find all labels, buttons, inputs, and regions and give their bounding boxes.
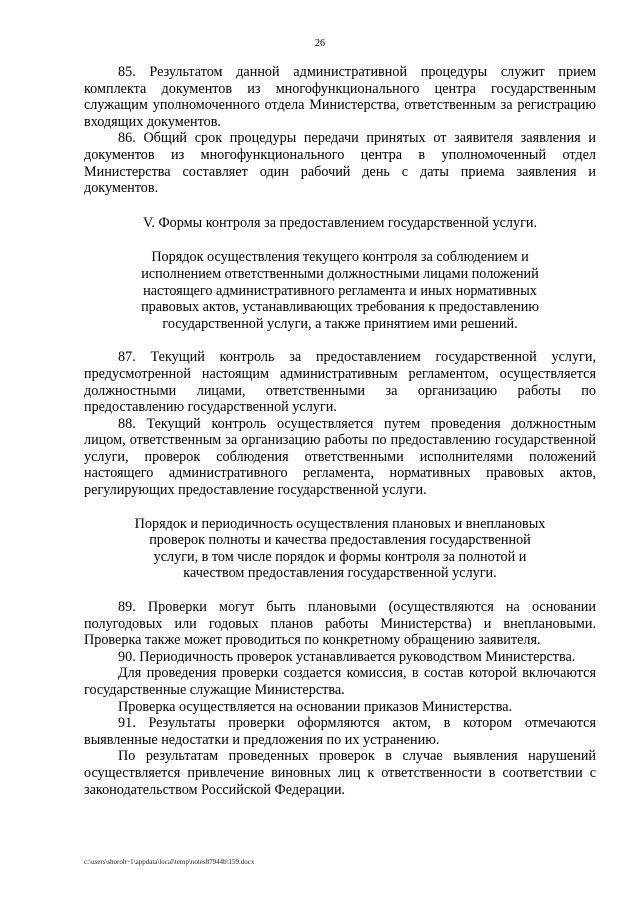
paragraph-87: 87. Текущий контроль за предоставлением государственной услуги, предусмотренной настоящим административным регламентом, осуществляется должностными лицами, ответственными за организацию работы по предоставлению государственной услуги. bbox=[84, 349, 596, 416]
document-body bbox=[84, 64, 596, 798]
paragraph-commission: Для проведения проверки создается комиссия, в состав которой включаются государственные служащие Министерства. bbox=[84, 665, 596, 698]
subheading-inspections: Порядок и периодичность осуществления плановых и внеплановых проверок полноты и качества предоставления государственной услуги, в том числе порядок и формы контроля за полнотой и качеством предоставления государственной услуги. bbox=[134, 515, 546, 582]
paragraph-91: 91. Результаты проверки оформляются актом, в котором отмечаются выявленные недостатки и предложения по их устранению. bbox=[84, 715, 596, 748]
paragraph-88: 88. Текущий контроль осуществляется путем проведения должностным лицом, ответственным за организацию работы по предоставлению государственной услуги, проверок соблюдения ответственными исполнителями положений настоящего административного регламента, нормативных правовых актов, регулирующих предоставление государственной услуги. bbox=[84, 415, 596, 499]
paragraph-85: 85. Результатом данной административной процедуры служит прием комплекта документов из многофункционального центра государственным служащим уполномоченного отдела Министерства, ответственным за регистрацию входящих документов. bbox=[84, 64, 596, 130]
paragraph-89: 89. Проверки могут быть плановыми (осуществляются на основании полугодовых или годовых планов работы Министерства) и внеплановыми. Проверка также может проводиться по конкретному обращению заявителя. bbox=[84, 599, 596, 649]
subheading-current-control: Порядок осуществления текущего контроля за соблюдением и исполнением ответственными должностными лицами положений настоящего административного регламента и иных нормативных правовых актов, устанавливающих требования к предоставлению государственной услуги, а также принятием ими решений. bbox=[141, 249, 539, 332]
paragraph-liability: По результатам проведенных проверок в случае выявления нарушений осуществляется привлечение виновных лиц к ответственности в соответствии с законодательством Российской Федерации. bbox=[84, 748, 596, 798]
footer-file-path: c:\users\shoroh~1\appdata\local\temp\notes87944b\159.docx bbox=[84, 858, 255, 866]
paragraph-90: 90. Периодичность проверок устанавливается руководством Министерства. bbox=[118, 648, 576, 665]
paragraph-orders: Проверка осуществляется на основании приказов Министерства. bbox=[118, 698, 513, 715]
paragraph-86: 86. Общий срок процедуры передачи принятых от заявителя заявления и документов из многофункционального центра в уполномоченный отдел Министерства составляет один рабочий день с даты приема заявления и документов. bbox=[84, 130, 596, 197]
page-number: 26 bbox=[315, 38, 325, 49]
section-heading: V. Формы контроля за предоставлением государственной услуги. bbox=[142, 214, 538, 231]
